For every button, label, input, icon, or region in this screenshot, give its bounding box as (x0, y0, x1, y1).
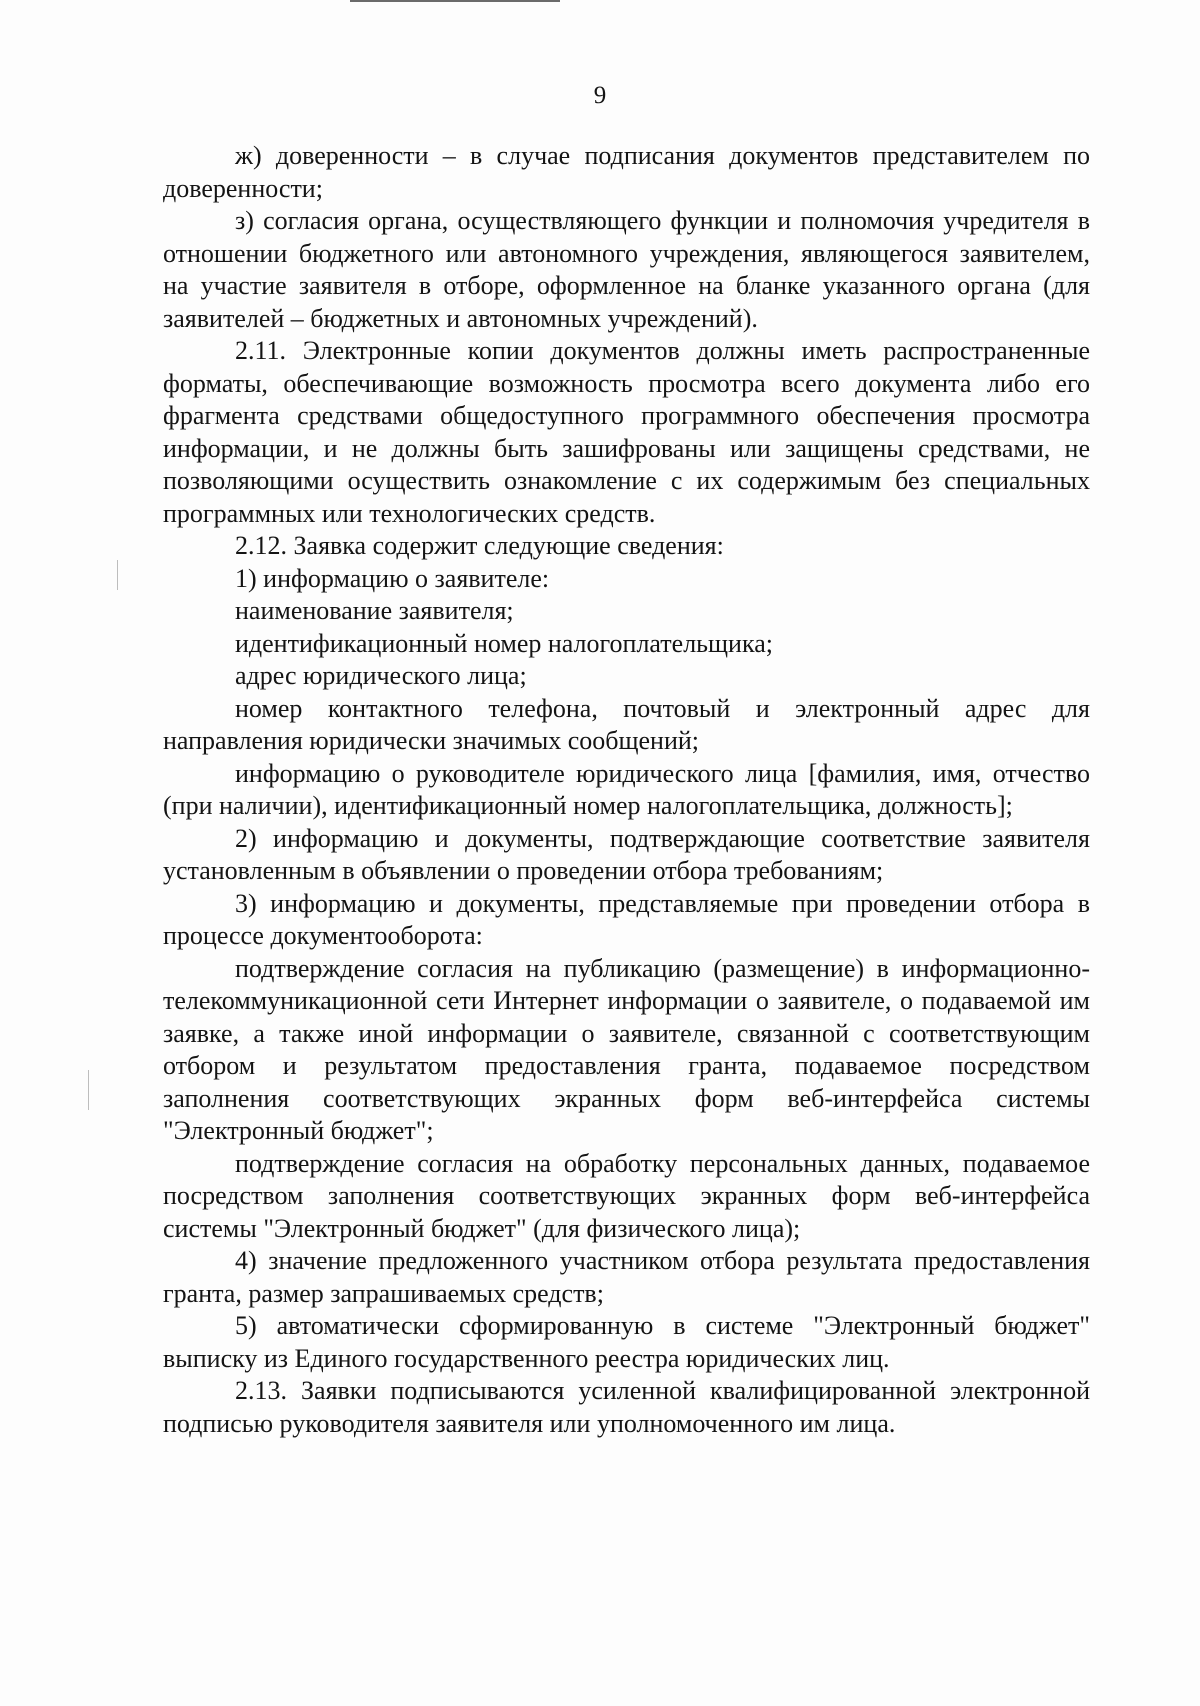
binding-mark-lower (88, 1070, 89, 1110)
paragraph-item-4-grant-result: 4) значение предложенного участником отбора результата предоставления гранта, размер запрашиваемых средств; (163, 1246, 1090, 1308)
paragraph-legal-address: адрес юридического лица; (235, 661, 527, 690)
paragraph-taxpayer-id: идентификационный номер налогоплательщика; (235, 628, 773, 658)
paragraph-item-2-compliance-docs: 2) информацию и документы, подтверждающие соответствие заявителя установленным в объявлении о проведении отбора требованиям; (163, 823, 1090, 885)
paragraph-zh-power-of-attorney: ж) доверенности – в случае подписания документов представителем по доверенности; (163, 141, 1090, 203)
paragraph-item-5-registry-extract: 5) автоматически сформированную в системе "Электронный бюджет" выписку из Единого государственного реестра юридических лиц. (163, 1311, 1090, 1373)
paragraph-applicant-name: наименование заявителя; (235, 596, 514, 625)
paragraph-2-13-signature: 2.13. Заявки подписываются усиленной квалифицированной электронной подписью руководителя заявителя или уполномоченного им лица. (163, 1376, 1090, 1438)
page-number: 9 (593, 82, 607, 109)
paragraph-contact-info: номер контактного телефона, почтовый и электронный адрес для направления юридически значимых сообщений; (163, 693, 1090, 755)
paragraph-z-founder-consent: з) согласия органа, осуществляющего функции и полномочия учредителя в отношении бюджетного или автономного учреждения, являющегося заявителем, на участие заявителя в отборе, оформленное на бланке указанного органа (для заявителей – бюджетных и автономных учреждений). (163, 206, 1090, 333)
scan-edge-line (350, 0, 560, 2)
binding-mark-upper (117, 560, 118, 590)
paragraph-publication-consent: подтверждение согласия на публикацию (размещение) в информационно-телекоммуникационной сети Интернет информации о заявителе, о подаваемой им заявке, а также иной информации о заявителе, связанной с соответствующим отбором и результатом предоставления гранта, подаваемое посредством заполнения соответствующих экранных форм веб-интерфейса системы "Электронный бюджет"; (163, 953, 1090, 1145)
paragraph-2-11-electronic-copies: 2.11. Электронные копии документов должны иметь распространенные форматы, обеспечивающие возможность просмотра всего документа либо его фрагмента средствами общедоступного программного обеспечения просмотра информации, и не должны быть зашифрованы или защищены средствами, не позволяющими осуществить ознакомление с их содержимым без специальных программных или технологических средств. (163, 336, 1090, 528)
paragraph-item-1-applicant-info: 1) информацию о заявителе: (235, 563, 550, 593)
document-body (163, 140, 1090, 1440)
paragraph-item-3-workflow-docs: 3) информацию и документы, представляемые при проведении отбора в процессе документооборота: (163, 888, 1090, 950)
paragraph-personal-data-consent: подтверждение согласия на обработку персональных данных, подаваемое посредством заполнения соответствующих экранных форм веб-интерфейса системы "Электронный бюджет" (для физического лица); (163, 1148, 1090, 1243)
paragraph-head-info: информацию о руководителе юридического лица [фамилия, имя, отчество (при наличии), идентификационный номер налогоплательщика, должность]; (163, 758, 1090, 820)
paragraph-2-12-application-contents: 2.12. Заявка содержит следующие сведения: (235, 531, 724, 560)
